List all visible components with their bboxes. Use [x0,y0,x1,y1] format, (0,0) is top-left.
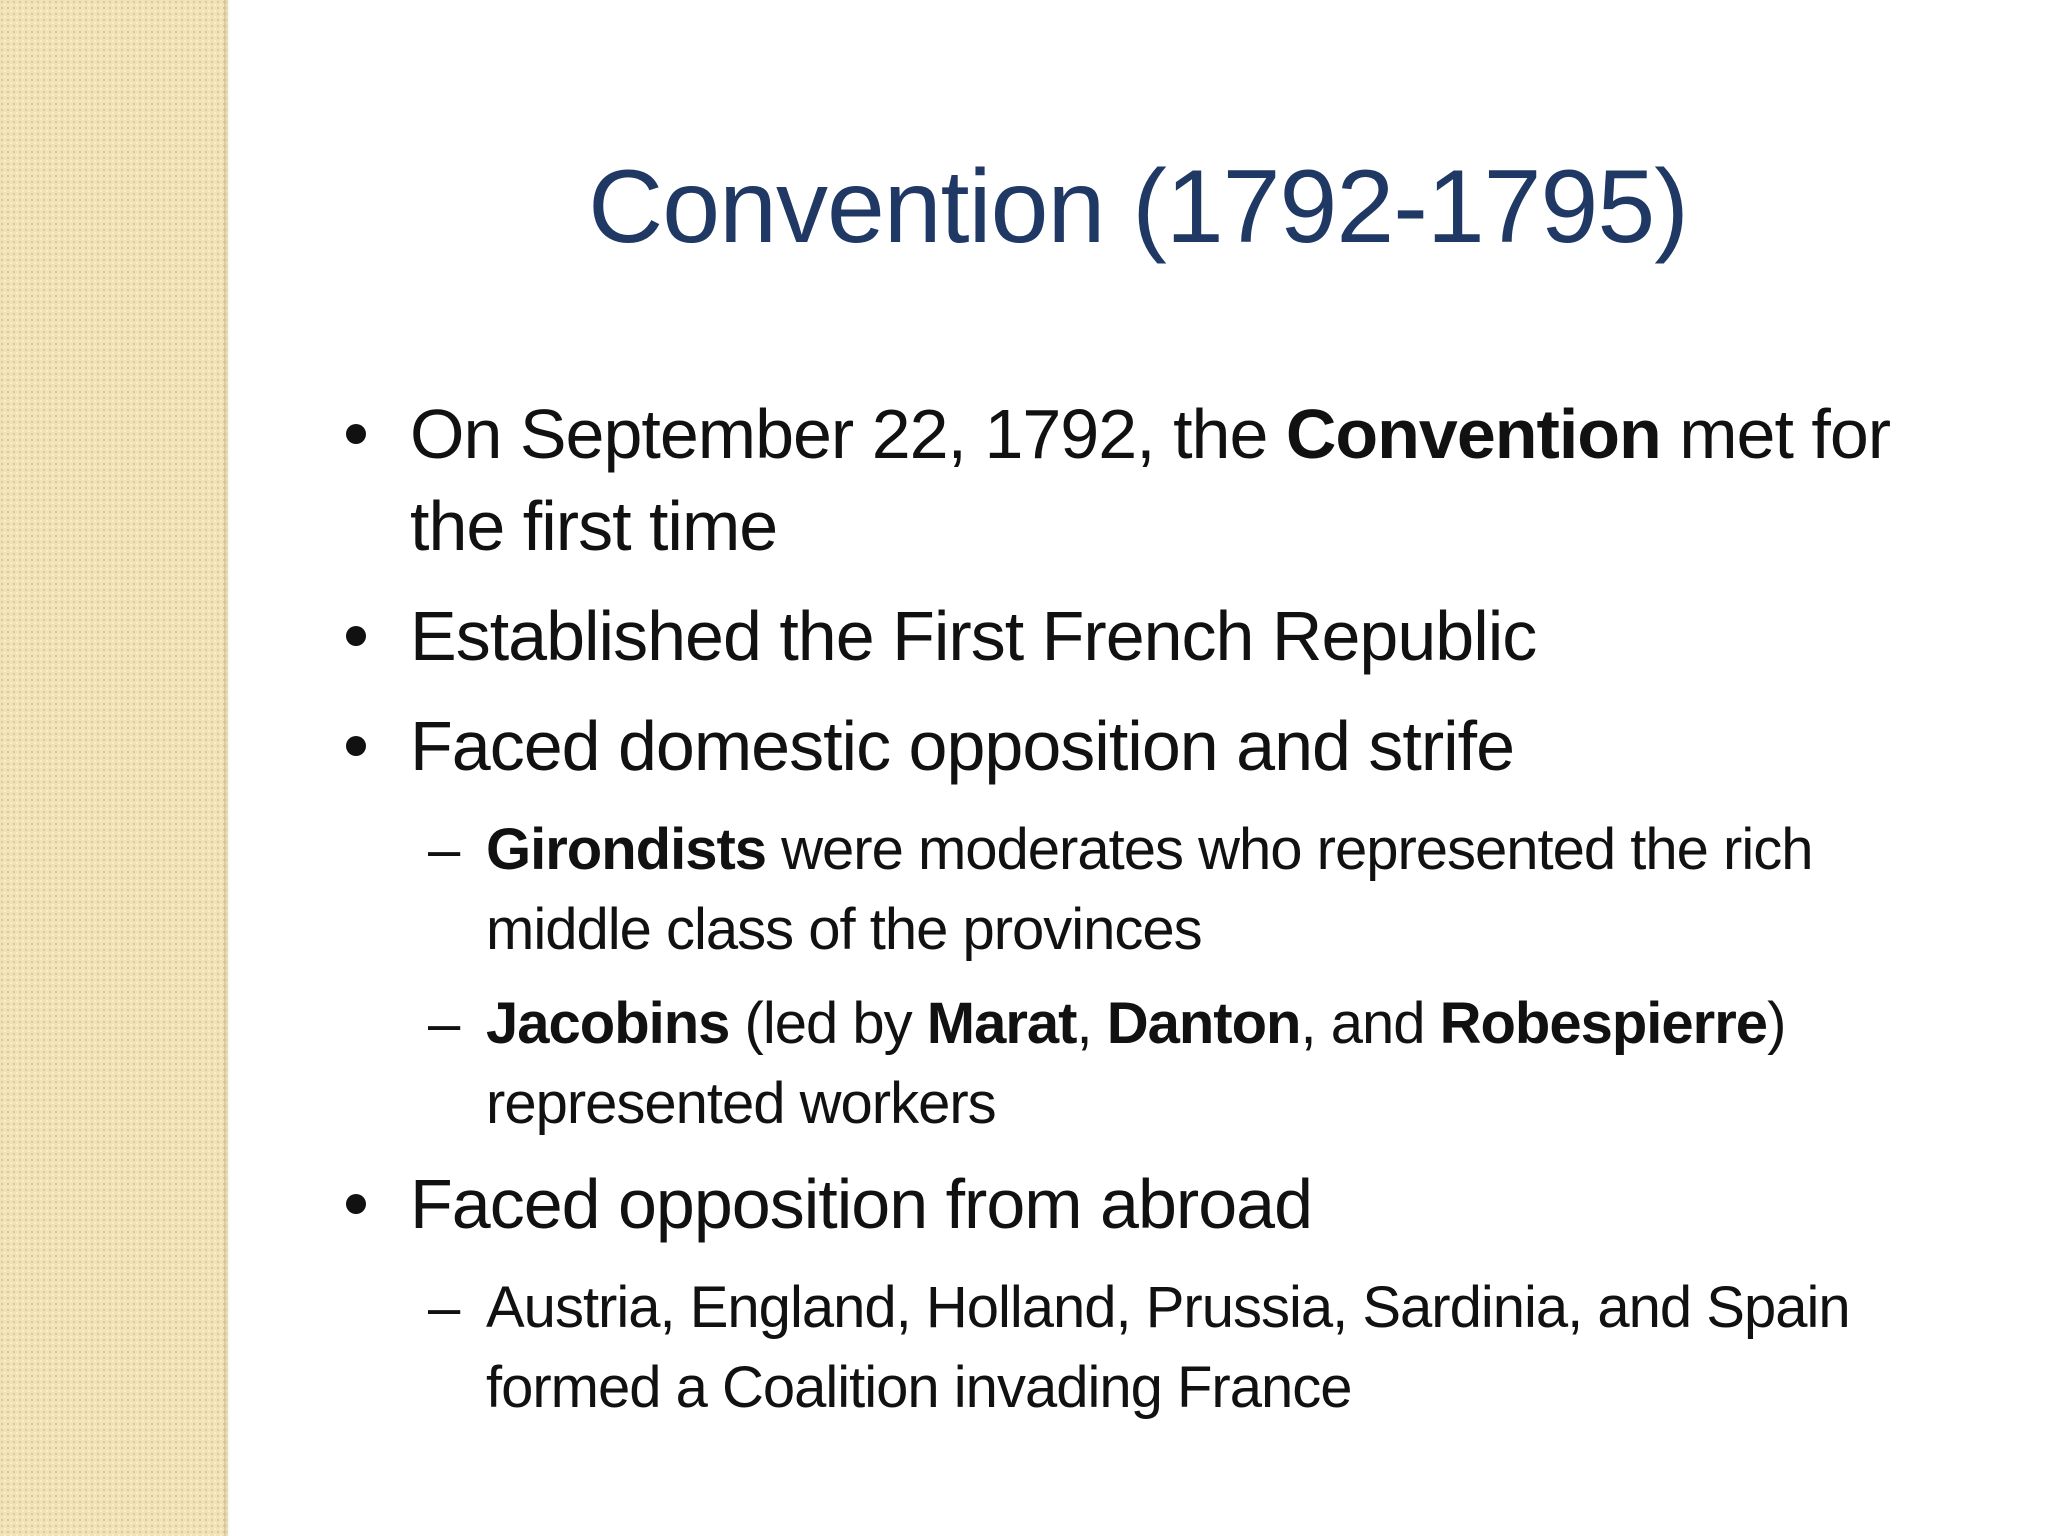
sub-text-bold: Marat [926,991,1077,1056]
sub-text-part: were moderates who represented the rich middle class of the provinces [486,817,1813,962]
bullet-item [330,700,1950,792]
sub-bullet-item [428,810,1988,970]
sub-text-part: (led by [729,991,927,1056]
sub-text-part: , and [1300,991,1440,1056]
bullet-text: Faced opposition from abroad [410,1165,1312,1243]
bullet-text-part: On September 22, 1792, the [410,395,1286,473]
bullet-dot-icon [330,1158,410,1214]
bullet-item [330,388,1950,572]
bullet-text: Established the First French Republic [410,597,1537,675]
sub-bullet-text: Austria, England, Holland, Prussia, Sardinia, and Spain formed a Coalition invading France [486,1275,1850,1420]
bullet-item [330,1158,1950,1250]
dash-icon: – [428,1275,460,1340]
sub-bullet-text [486,984,1988,1144]
sub-bullet-text [486,810,1988,970]
decorative-side-band [0,0,228,1536]
sub-text-part: ) represented workers [486,991,1786,1136]
sub-bullet-item [428,984,1988,1144]
sub-text-bold: Jacobins [486,991,730,1056]
bullet-text-part: met for the first time [410,395,1891,565]
bullet-dot-icon [330,700,410,756]
bullet-dot-icon [330,388,410,444]
sub-bullet-item [428,1268,1988,1428]
dash-icon: – [428,991,460,1056]
sub-text-part: , [1076,991,1107,1056]
bullet-text [410,388,1950,572]
sub-text-bold: Girondists [486,817,767,882]
sub-text-bold: Robespierre [1439,991,1768,1056]
bullet-text-bold: Convention [1285,395,1661,473]
bullet-item [330,590,1950,682]
bullet-dot-icon [330,590,410,646]
dash-icon: – [428,817,460,882]
slide-content [330,388,1950,1442]
slide-title: Convention (1792-1795) [588,149,1688,265]
bullet-text: Faced domestic opposition and strife [410,707,1515,785]
sub-text-bold: Danton [1106,991,1301,1056]
